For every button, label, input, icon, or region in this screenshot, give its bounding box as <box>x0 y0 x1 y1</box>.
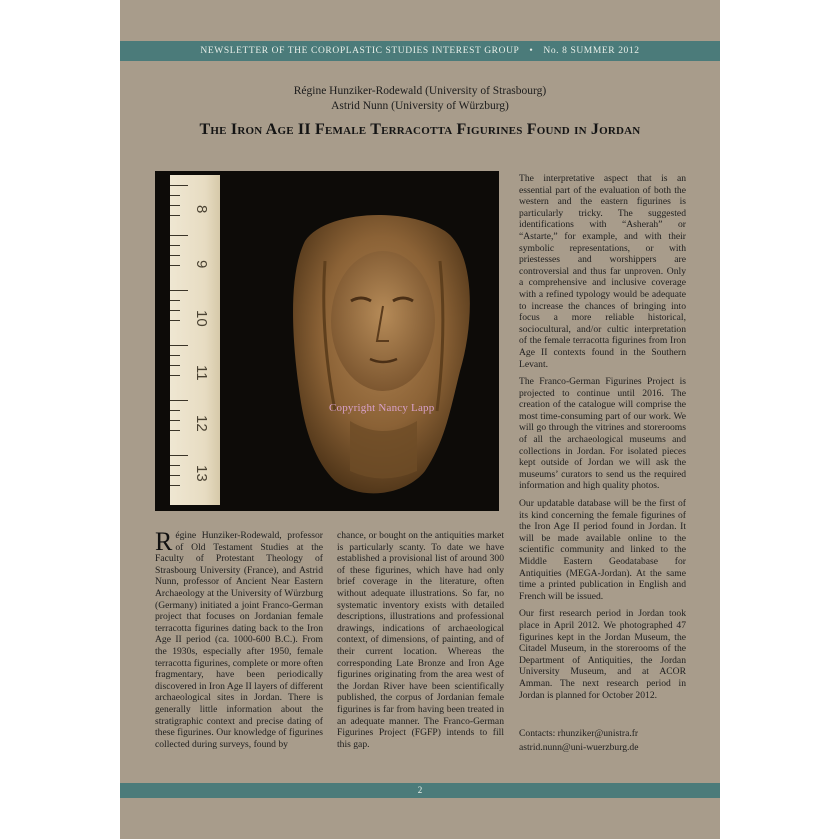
paragraph: égine Hunziker-Rodewald, professor of Old Testament Studies at the Faculty of Protestant Theology of Strasbourg University (France), and Astrid Nunn, professor of Ancient Near Eastern Archaeology at the University of Würzburg (Germany) initiated a joint Franco-German project that focuses on Jordanian female terracotta figurines dating back to the Iron Age II period (ca. 1000-600 B.C.). From the 1930s, especially after 1950, female terracotta figurines, complete or more often fragmentary, have been periodically discovered in Iron Age II layers of different archaeological sites in Jordan. There is generally little information about the stratigraphic context and precise dating of these figurines. Our knowledge of figurines collected during surveys, found by <box>155 530 323 750</box>
ruler-tick <box>170 400 188 401</box>
author-line-1: Régine Hunziker-Rodewald (University of Strasbourg) <box>293 85 547 97</box>
ruler-tick <box>170 265 180 266</box>
article-authors <box>120 84 720 114</box>
ruler-tick <box>170 345 188 346</box>
ruler-tick <box>170 310 180 311</box>
paragraph: The interpretative aspect that is an essential part of the evaluation of both the western and the eastern figurines is particularly tricky. The suggested identifications with “Asherah” or “Astarte,” for example, and with their symbolic representations, or with priestesses and worshippers are controversial and thus far unproven. Only a comprehensive and inclusive coverage with a refined typology would be adequate to increase the chances of bringing into focus a more reliable historical, sociocultural, and/or cultic interpretation of the female terracotta figurines from Iron Age II contexts found in the Southern Levant. <box>519 173 686 370</box>
ruler-tick <box>170 365 180 366</box>
ruler-number: 11 <box>193 365 210 381</box>
ruler-number: 8 <box>193 205 210 214</box>
newsletter-name: NEWSLETTER OF THE COROPLASTIC STUDIES INTEREST GROUP <box>200 46 520 56</box>
contact-email-1[interactable]: Contacts: rhunziker@unistra.fr <box>519 728 639 739</box>
ruler-tick <box>170 430 180 431</box>
drop-cap: R <box>155 527 173 556</box>
ruler-tick <box>170 410 180 411</box>
ruler-tick <box>170 375 180 376</box>
ruler-tick <box>170 245 180 246</box>
article-column-middle <box>337 530 504 750</box>
author-line-2: Astrid Nunn (University of Würzburg) <box>331 100 509 112</box>
ruler-number: 13 <box>193 465 210 482</box>
ruler-tick <box>170 465 180 466</box>
paragraph: Our updatable database will be the first of its kind concerning the female figurines of the Iron Age II period found in Jordan. It will be made available online to the scientific community and linked to the Middle Eastern Geodatabase for Antiquities (MEGA-Jordan). At the same time a printed publication in English and French will be issued. <box>519 498 686 602</box>
ruler-tick <box>170 255 180 256</box>
contacts-block <box>519 727 686 755</box>
ruler-number: 9 <box>193 260 210 269</box>
paragraph: Our first research period in Jordan took place in April 2012. We photographed 47 figurines kept in the Jordan Museum, the Citadel Museum, in the storerooms of the Department of Antiquities, the Jordan University Museum, and at ACOR Amman. The next research period in Jordan is planned for October 2012. <box>519 608 686 701</box>
ruler-tick <box>170 455 188 456</box>
newsletter-header-bar <box>120 41 720 61</box>
ruler-number: 10 <box>193 310 210 327</box>
ruler-tick <box>170 355 180 356</box>
ruler-tick <box>170 215 180 216</box>
ruler-tick <box>170 320 180 321</box>
page-number: 2 <box>417 785 423 795</box>
paragraph: The Franco-German Figurines Project is projected to continue until 2016. The creation of the catalogue will comprise the most time-consuming part of our work. We will go through the vitrines and storerooms of all the archaeological museums and collections in Jordan. For isolated pieces kept outside of Jordan we will ask the museums’ curators to send us the required information and high quality photos. <box>519 376 686 492</box>
ruler-tick <box>170 205 180 206</box>
ruler-tick <box>170 420 180 421</box>
article-column-left <box>155 527 323 750</box>
article-column-right <box>519 173 686 707</box>
article-title: The Iron Age II Female Terracotta Figurines Found in Jordan <box>199 121 641 138</box>
ruler-tick <box>170 300 180 301</box>
ruler-tick <box>170 235 188 236</box>
issue-label: No. 8 SUMMER 2012 <box>543 46 640 56</box>
ruler-tick <box>170 475 180 476</box>
ruler-number: 12 <box>193 415 210 432</box>
paragraph: chance, or bought on the antiquities market is particularly scanty. To date we have established a provisional list of around 300 of these figurines, which have had only brief coverage in the literature, often without adequate illustrations. So far, no systematic inventory exists with detailed descriptions, illustrations and professional drawings, indications of archaeological context, of dimensions, of painting, and of their current location. Whereas the corresponding Late Bronze and Iron Age figurines originating from the area west of the Jordan River have been scientifically published, the corpus of Jordanian female figurines is far from having been treated in an adequate manner. The Franco-German Figurines Project (FGFP) intends to fill this gap. <box>337 530 504 750</box>
ruler-tick <box>170 195 180 196</box>
ruler-tick <box>170 185 188 186</box>
ruler-tick <box>170 485 180 486</box>
header-separator: • <box>529 46 534 56</box>
contact-email-2[interactable]: astrid.nunn@uni-wuerzburg.de <box>519 742 639 753</box>
measuring-ruler <box>170 175 220 505</box>
newsletter-footer-bar <box>120 783 720 798</box>
ruler-tick <box>170 290 188 291</box>
photo-copyright: Copyright Nancy Lapp <box>329 402 435 414</box>
